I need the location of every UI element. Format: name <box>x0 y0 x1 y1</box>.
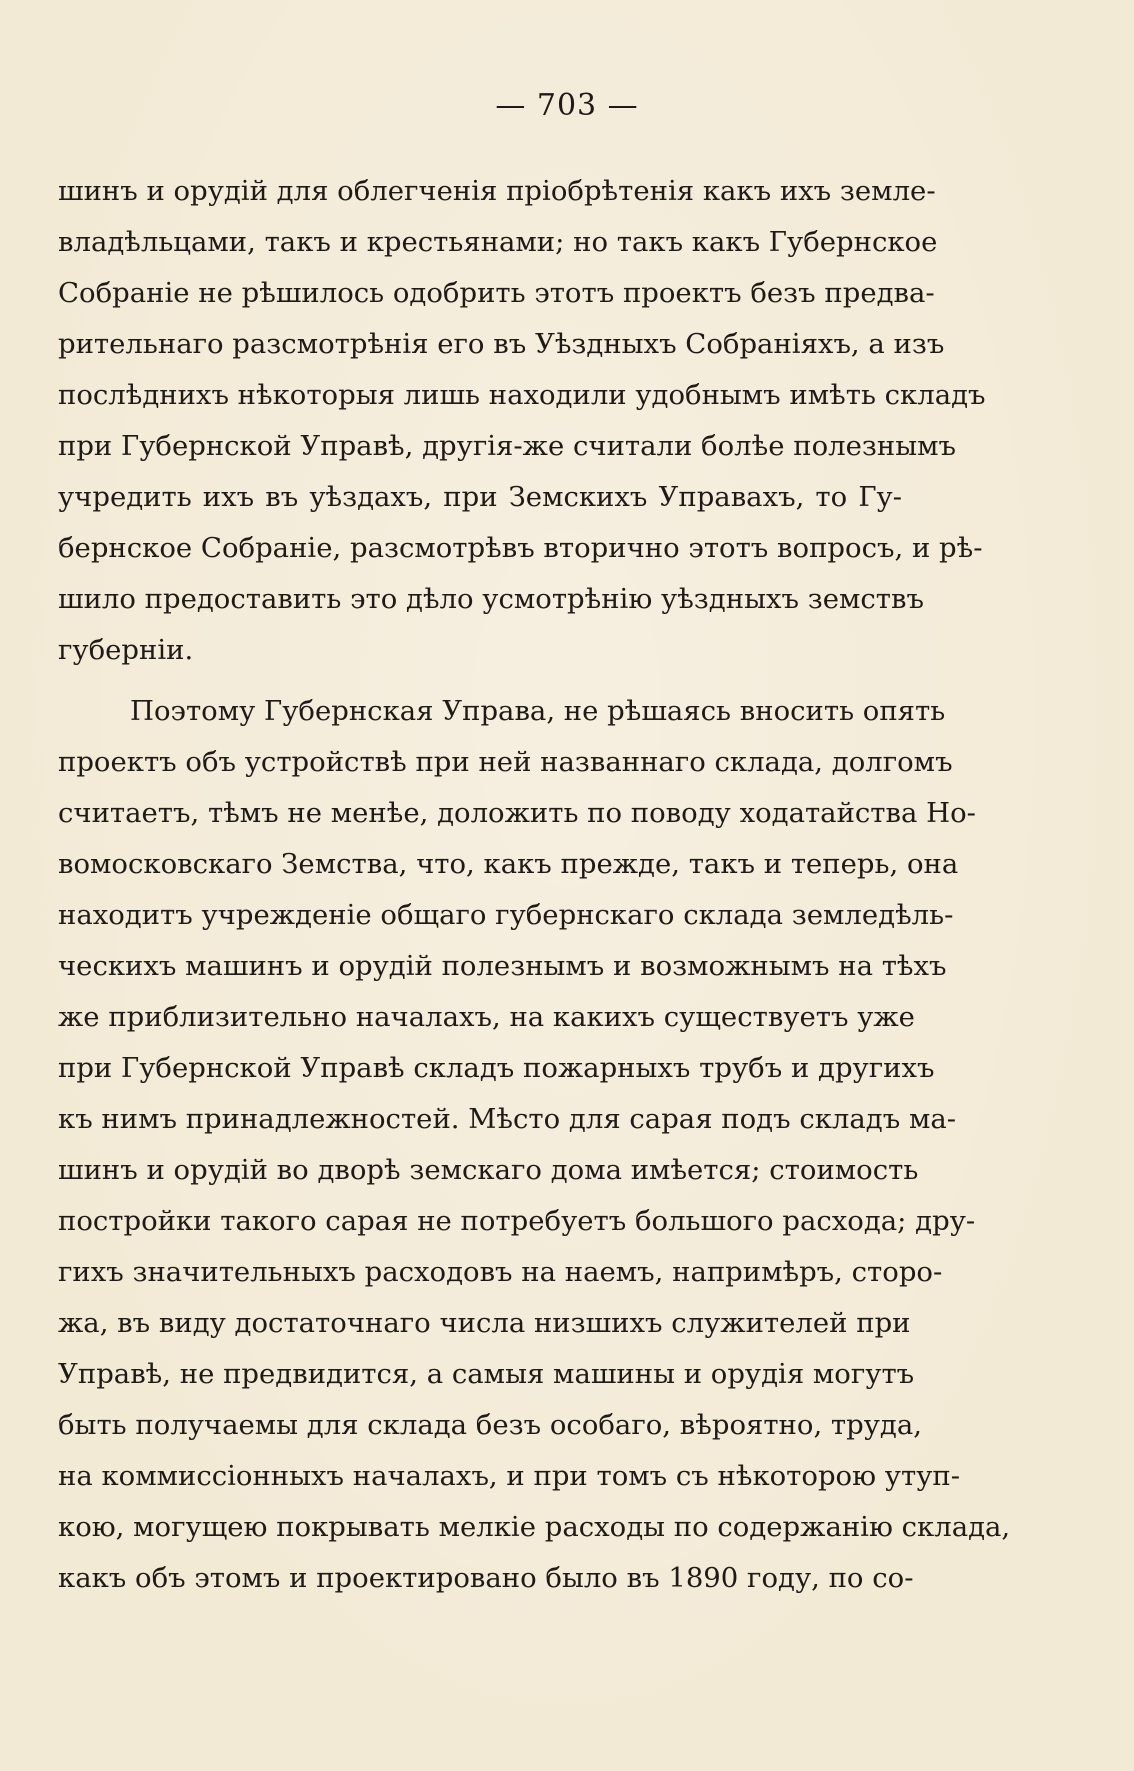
paragraph-2 <box>58 686 1011 1604</box>
text-line: быть получаемы для склада безъ особаго, вѣроятно, труда, <box>58 1409 922 1441</box>
text-line: вомосковскаго Земства, что, какъ прежде, такъ и теперь, она <box>58 848 959 880</box>
text-line: Поэтому Губернская Управа, не рѣшаясь вносить опять <box>130 695 946 727</box>
text-line: учредить ихъ въ уѣздахъ, при Земскихъ Управахъ, то Гу- <box>58 481 902 513</box>
text-line: при Губернской Управѣ складъ пожарныхъ трубъ и другихъ <box>58 1052 935 1084</box>
text-line: проектъ объ устройствѣ при ней названнаго склада, долгомъ <box>58 746 953 778</box>
text-line: считаетъ, тѣмъ не менѣе, доложить по поводу ходатайства Но- <box>58 797 976 829</box>
text-line: бернское Собраніе, разсмотрѣвъ вторично этотъ вопросъ, и рѣ- <box>58 532 983 564</box>
text-line: жа, въ виду достаточнаго числа низшихъ служителей при <box>58 1307 911 1339</box>
text-line: постройки такого сарая не потребуетъ большого расхода; дру- <box>58 1205 976 1237</box>
text-line: Управѣ, не предвидится, а самыя машины и орудія могутъ <box>58 1358 915 1390</box>
text-line: владѣльцами, такъ и крестьянами; но такъ какъ Губернское <box>58 226 938 258</box>
text-line: какъ объ этомъ и проектировано было въ 1890 году, по со- <box>58 1562 914 1594</box>
text-line: послѣднихъ нѣкоторыя лишь находили удобнымъ имѣть складъ <box>58 379 986 411</box>
text-line: на коммиссіонныхъ началахъ, и при томъ съ нѣкоторою утуп- <box>58 1460 960 1492</box>
text-line: находитъ учрежденіе общаго губернскаго склада земледѣль- <box>58 899 954 931</box>
page-number: — 703 — <box>495 88 639 123</box>
text-line: шинъ и орудій для облегченія пріобрѣтенія какъ ихъ земле- <box>58 175 936 207</box>
text-line: гихъ значительныхъ расходовъ на наемъ, напримѣръ, сторо- <box>58 1256 943 1288</box>
paragraph-1 <box>58 166 986 676</box>
text-line: губерніи. <box>58 634 194 666</box>
text-line: шинъ и орудій во дворѣ земскаго дома имѣется; стоимость <box>58 1154 919 1186</box>
text-line: кою, могущею покрывать мелкіе расходы по содержанію склада, <box>58 1511 1011 1543</box>
text-line: Собраніе не рѣшилось одобрить этотъ проектъ безъ предва- <box>58 277 935 309</box>
text-line: шило предоставить это дѣло усмотрѣнію уѣздныхъ земствъ <box>58 583 924 615</box>
text-line: рительнаго разсмотрѣнія его въ Уѣздныхъ Собраніяхъ, а изъ <box>58 328 945 360</box>
text-line: же приблизительно началахъ, на какихъ существуетъ уже <box>58 1001 915 1033</box>
text-line: при Губернской Управѣ, другія-же считали болѣе полезнымъ <box>58 430 956 462</box>
text-line: ческихъ машинъ и орудій полезнымъ и возможнымъ на тѣхъ <box>58 950 947 982</box>
text-line: къ нимъ принадлежностей. Мѣсто для сарая подъ складъ ма- <box>58 1103 957 1135</box>
